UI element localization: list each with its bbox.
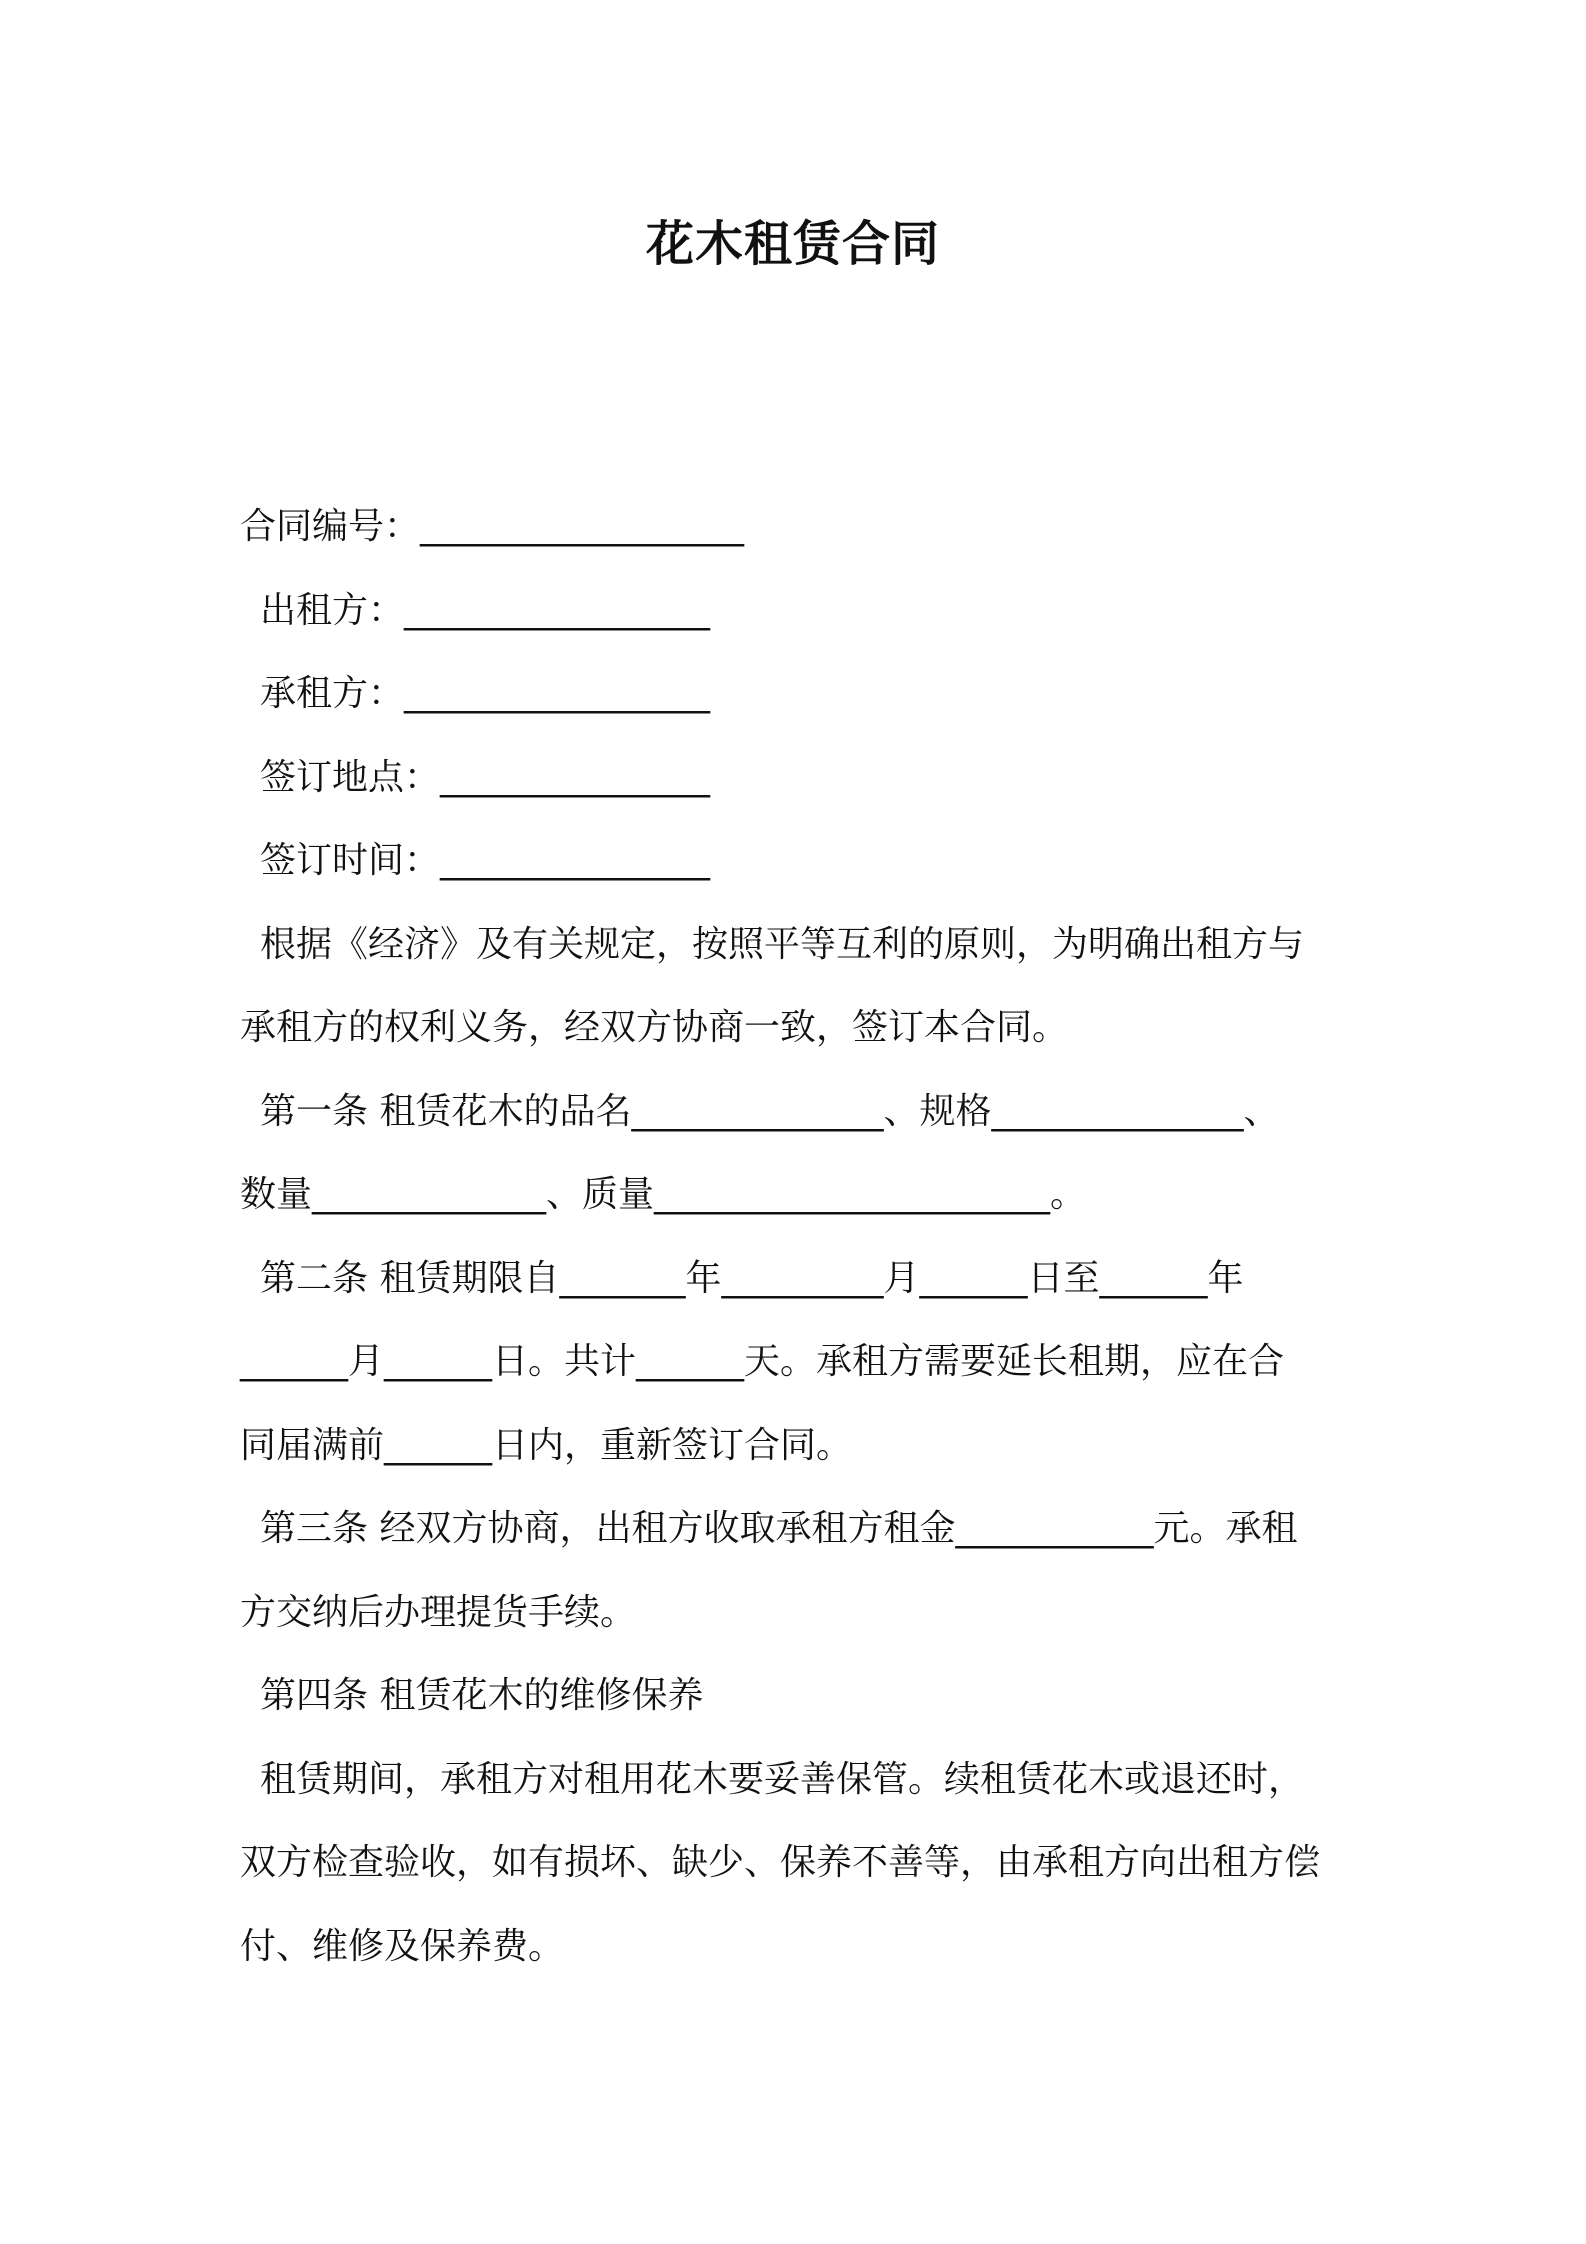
article-2-line-1: 第二条 租赁期限自_______年_________月______日至______年 [260,1257,1244,1299]
article-3-line-1: 第三条 经双方协商，出租方收取承租方租金___________元。承租 [260,1508,1298,1549]
document-body [240,485,1360,1988]
article-4-line-1: 租赁期间，承租方对租用花木要妥善保管。续租赁花木或退还时， [260,1758,1305,1800]
document-title: 花木租赁合同 [645,216,940,272]
signing-time-line: 签订时间：_______________ [260,840,711,881]
article-2-line-3: 同届满前______日内，重新签订合同。 [240,1424,853,1466]
contract-number-line: 合同编号：__________________ [240,506,745,547]
article-3-line-2: 方交纳后办理提货手续。 [240,1591,637,1633]
lessor-line: 出租方：_________________ [260,589,711,631]
article-1-line-1: 第一条 租赁花木的品名______________、规格______________、 [260,1090,1280,1132]
article-4-heading: 第四条 租赁花木的维修保养 [260,1675,704,1716]
signing-place-line: 签订地点：_______________ [260,756,711,798]
article-4-line-2: 双方检查验收，如有损坏、缺少、保养不善等，由承租方向出租方偿 [240,1842,1321,1883]
article-4-line-3: 付、维修及保养费。 [240,1925,565,1967]
article-1-line-2: 数量_____________、质量______________________。 [240,1174,1087,1215]
article-2-line-2: ______月______日。共计______天。承租方需要延长租期，应在合 [240,1341,1285,1382]
lessee-line: 承租方：_________________ [260,673,711,714]
preamble-line-2: 承租方的权利义务，经双方协商一致，签订本合同。 [240,1007,1069,1048]
preamble-line-1: 根据《经济》及有关规定，按照平等互利的原则，为明确出租方与 [260,923,1305,965]
